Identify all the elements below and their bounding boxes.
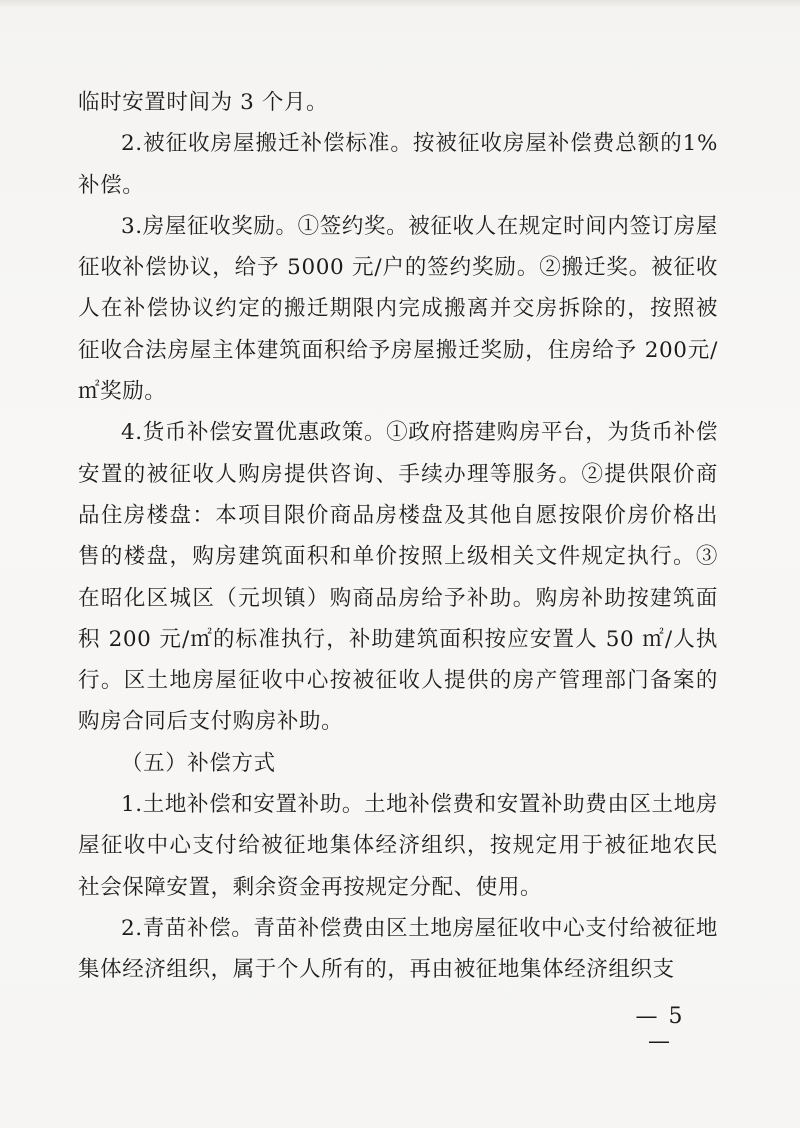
body-text: [78, 82, 718, 991]
section-heading-compensation-method: （五）补偿方式: [121, 750, 276, 776]
page-number: — 5 —: [635, 1004, 685, 1054]
paragraph-crop-compensation: 2.青苗补偿。青苗补偿费由区土地房屋征收中心支付给被征地集体经济组织，属于个人所有的，再由被征地集体经济组织支: [78, 915, 718, 983]
paragraph-expropriation-reward: 3.房屋征收奖励。①签约奖。被征收人在规定时间内签订房屋征收补偿协议，给予 5000 元/户的签约奖励。②搬迁奖。被征收人在补偿协议约定的搬迁期限内完成搬离并交房拆除的，按照被征收合法房屋主体建筑面积给予房屋搬迁奖励，住房给予 200元/㎡奖励。: [78, 213, 718, 405]
paragraph-land-compensation: 1.土地补偿和安置补助。土地补偿费和安置补助费由区土地房屋征收中心支付给被征地集体经济组织，按规定用于被征地农民社会保障安置，剩余资金再按规定分配、使用。: [78, 792, 718, 900]
scan-edge-shadow: [0, 0, 800, 8]
paragraph-relocation-standard: 2.被征收房屋搬迁补偿标准。按被征收房屋补偿费总额的1%补偿。: [78, 131, 718, 198]
paragraph-continuation: 临时安置时间为 3 个月。: [78, 90, 329, 115]
paragraph-monetary-policy: 4.货币补偿安置优惠政策。①政府搭建购房平台，为货币补偿安置的被征收人购房提供咨询、手续办理等服务。②提供限价商品住房楼盘：本项目限价商品房楼盘及其他自愿按限价房价格出售的楼盘，购房建筑面积和单价按照上级相关文件规定执行。③在昭化区城区（元坝镇）购商品房给予补助。购房补助按建筑面积 200 元/㎡的标准执行，补助建筑面积按应安置人 50 ㎡/人执行。区土地房屋征收中心按被征收人提供的房产管理部门备案的购房合同后支付购房补助。: [78, 420, 718, 735]
